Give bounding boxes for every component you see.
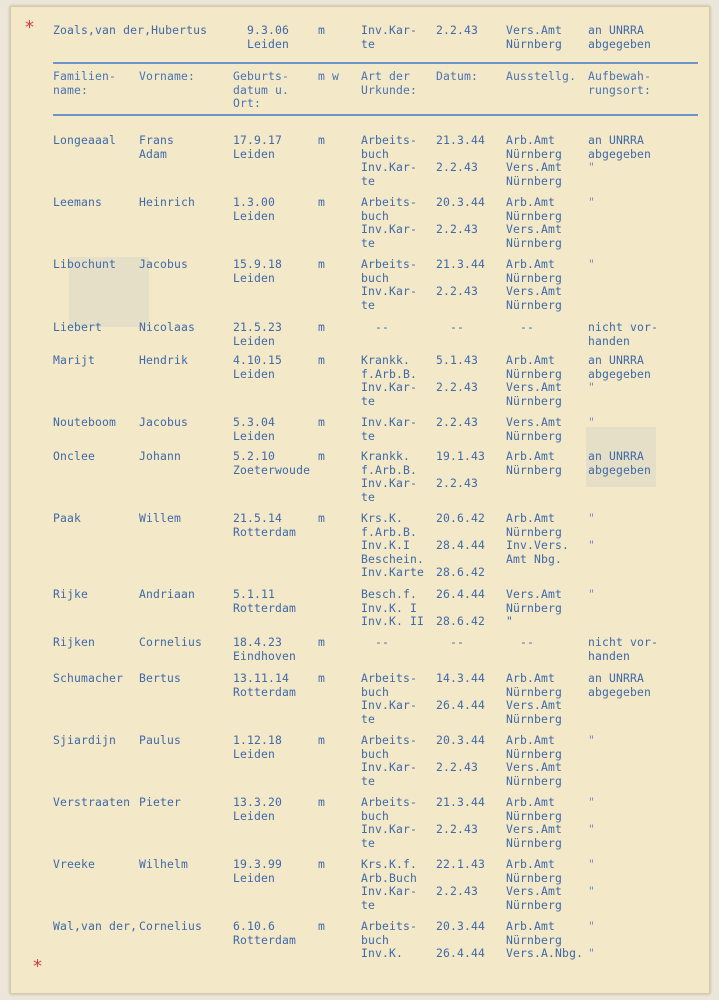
record-urkunde: Inv.Kar- <box>361 884 418 899</box>
record-geburt: 1.12.18 <box>233 733 283 747</box>
record-ausstellung: Nürnberg <box>506 393 563 408</box>
record-ausstellung: Nürnberg <box>506 932 563 947</box>
record-aufbewahrung: " <box>588 160 596 175</box>
record-ausstellung: Vers.Amt <box>506 380 563 395</box>
record-geburt: 21.5.14 <box>233 511 283 525</box>
record-urkunde: te <box>361 489 376 504</box>
record-ausstellung: Vers.Amt <box>506 760 563 775</box>
column-header-vorname: Vorname: <box>139 69 196 83</box>
record-urkunde: te <box>361 297 376 312</box>
record-datum: -- <box>436 320 465 334</box>
record-urkunde: Inv.Kar- <box>361 284 418 299</box>
record-urkunde: Inv.K. II <box>361 614 425 629</box>
record-aufbewahrung: " <box>588 857 596 871</box>
record-aufbewahrung: handen <box>588 648 631 663</box>
record-vorname: Pieter <box>139 795 182 809</box>
record-aufbewahrung: " <box>588 884 596 899</box>
top-entry-date: 2.2.43 <box>436 23 479 37</box>
record-urkunde: Inv.K. <box>361 946 404 961</box>
record-sex: m <box>318 919 326 933</box>
record-ausstellung: Nürnberg <box>506 684 563 699</box>
record-geburt: 19.3.99 <box>233 857 283 871</box>
record-aufbewahrung: nicht vor- <box>588 635 659 649</box>
top-entry-issuer-cont: Nürnberg <box>506 37 563 51</box>
record-urkunde: Arb.Buch <box>361 870 418 885</box>
record-urkunde: Arbeits- <box>361 133 418 147</box>
record-vorname: Andriaan <box>139 587 196 601</box>
column-header-geburt: Geburts- <box>233 69 290 83</box>
record-urkunde: Arbeits- <box>361 195 418 209</box>
record-sex: m <box>318 133 326 147</box>
record-geburt: Leiden <box>233 208 276 223</box>
column-header-familienname: Familien- <box>53 69 117 83</box>
record-urkunde: buch <box>361 932 390 947</box>
record-familienname: Nouteboom <box>53 415 117 429</box>
record-aufbewahrung: abgegeben <box>588 146 652 161</box>
record-geburt: Leiden <box>233 428 276 443</box>
record-aufbewahrung: an UNRRA <box>588 353 645 367</box>
record-geburt: Rotterdam <box>233 600 297 615</box>
record-geburt: Leiden <box>233 870 276 885</box>
record-ausstellung: Nürnberg <box>506 235 563 250</box>
record-ausstellung: Nürnberg <box>506 870 563 885</box>
record-sex: m <box>318 857 326 871</box>
record-urkunde: -- <box>361 320 390 334</box>
record-ausstellung: Vers.Amt <box>506 160 563 175</box>
record-geburt: Leiden <box>233 808 276 823</box>
record-sex: m <box>318 320 326 334</box>
record-datum: 28.4.44 <box>436 538 486 553</box>
column-header-familienname: name: <box>53 82 89 97</box>
record-ausstellung: Vers.Amt <box>506 822 563 837</box>
record-geburt: Rotterdam <box>233 932 297 947</box>
record-urkunde: Inv.K. I <box>361 600 418 615</box>
record-geburt: 5.1.11 <box>233 587 276 601</box>
record-urkunde: Inv.Kar- <box>361 698 418 713</box>
top-entry-issuer: Vers.Amt <box>506 23 563 37</box>
record-familienname: Longeaaal <box>53 133 117 147</box>
record-ausstellung: Nürnberg <box>506 208 563 223</box>
record-ausstellung: Nürnberg <box>506 297 563 312</box>
record-familienname: Paak <box>53 511 82 525</box>
record-sex: m <box>318 733 326 747</box>
record-datum: 21.3.44 <box>436 795 486 809</box>
record-familienname: Onclee <box>53 449 96 463</box>
record-datum: 21.3.44 <box>436 133 486 147</box>
column-header-geburt: Ort: <box>233 96 262 111</box>
record-urkunde: Inv.Karte <box>361 565 425 580</box>
record-urkunde: Inv.Kar- <box>361 380 418 395</box>
column-header-urkunde: Urkunde: <box>361 82 418 97</box>
column-header-aufbewahrung: rungsort: <box>588 82 652 97</box>
record-urkunde: te <box>361 173 376 188</box>
record-datum: 28.6.42 <box>436 565 486 580</box>
record-vorname: Jacobus <box>139 415 189 429</box>
record-familienname: Rijken <box>53 635 96 649</box>
record-vorname: Nicolaas <box>139 320 196 334</box>
record-vorname: Jacobus <box>139 257 189 271</box>
header-bottom-rule <box>53 114 698 116</box>
record-geburt: Leiden <box>233 146 276 161</box>
record-ausstellung: Vers.Amt <box>506 222 563 237</box>
record-ausstellung: Amt Nbg. <box>506 551 563 566</box>
column-header-aufbewahrung: Aufbewah- <box>588 69 652 83</box>
record-urkunde: Inv.Kar- <box>361 415 418 429</box>
record-urkunde: Besch.f. <box>361 587 418 601</box>
record-sex: m <box>318 195 326 209</box>
record-ausstellung: Vers.Amt <box>506 284 563 299</box>
record-aufbewahrung: " <box>588 415 596 429</box>
record-ausstellung: Arb.Amt <box>506 257 556 271</box>
record-datum: 2.2.43 <box>436 760 479 775</box>
record-urkunde: Inv.Kar- <box>361 222 418 237</box>
record-datum: 2.2.43 <box>436 476 479 491</box>
record-ausstellung: Vers.A.Nbg. <box>506 946 584 961</box>
record-ausstellung: Nürnberg <box>506 462 563 477</box>
record-datum: 20.6.42 <box>436 511 486 525</box>
record-geburt: Rotterdam <box>233 524 297 539</box>
record-familienname: Schumacher <box>53 671 124 685</box>
record-urkunde: Arbeits- <box>361 795 418 809</box>
record-aufbewahrung: " <box>588 795 596 809</box>
record-ausstellung: Arb.Amt <box>506 733 556 747</box>
record-urkunde: -- <box>361 635 390 649</box>
record-urkunde: f.Arb.B. <box>361 366 418 381</box>
record-datum: 19.1.43 <box>436 449 486 463</box>
record-ausstellung: Nürnberg <box>506 897 563 912</box>
record-aufbewahrung: " <box>588 822 596 837</box>
record-datum: 22.1.43 <box>436 857 486 871</box>
record-datum: 2.2.43 <box>436 884 479 899</box>
record-datum: 5.1.43 <box>436 353 479 367</box>
record-ausstellung: -- <box>506 635 535 649</box>
record-geburt: Leiden <box>233 333 276 348</box>
record-datum: 26.4.44 <box>436 698 486 713</box>
top-entry-storage-cont: abgegeben <box>588 37 652 51</box>
record-aufbewahrung: handen <box>588 333 631 348</box>
record-urkunde: f.Arb.B. <box>361 524 418 539</box>
record-vorname: Johann <box>139 449 182 463</box>
record-ausstellung: Nürnberg <box>506 146 563 161</box>
record-geburt: 15.9.18 <box>233 257 283 271</box>
top-entry-sex: m <box>318 23 326 37</box>
record-ausstellung: Vers.Amt <box>506 587 563 601</box>
top-entry-doc: Inv.Kar- <box>361 23 418 37</box>
record-geburt: Rotterdam <box>233 684 297 699</box>
record-sex: m <box>318 795 326 809</box>
record-urkunde: buch <box>361 808 390 823</box>
record-urkunde: te <box>361 711 376 726</box>
top-entry-doc-cont: te <box>361 37 376 51</box>
record-urkunde: Beschein. <box>361 551 425 566</box>
record-sex: m <box>318 353 326 367</box>
record-sex: m <box>318 257 326 271</box>
record-urkunde: Inv.Kar- <box>361 760 418 775</box>
record-urkunde: te <box>361 428 376 443</box>
record-vorname: Willem <box>139 511 182 525</box>
record-ausstellung: Arb.Amt <box>506 671 556 685</box>
record-geburt: 6.10.6 <box>233 919 276 933</box>
record-datum: 28.6.42 <box>436 614 486 629</box>
record-geburt: 5.2.10 <box>233 449 276 463</box>
column-header-sex: m w <box>318 69 340 83</box>
record-familienname: Verstraaten <box>53 795 131 809</box>
record-aufbewahrung: " <box>588 919 596 933</box>
record-geburt: Leiden <box>233 270 276 285</box>
record-geburt: 17.9.17 <box>233 133 283 147</box>
record-urkunde: Inv.Kar- <box>361 822 418 837</box>
record-familienname: Wal,van der, <box>53 919 138 933</box>
document-page <box>10 6 710 994</box>
record-urkunde: buch <box>361 270 390 285</box>
record-familienname: Sjiardijn <box>53 733 117 747</box>
record-ausstellung: Arb.Amt <box>506 449 556 463</box>
header-top-rule <box>53 62 698 64</box>
record-urkunde: Arbeits- <box>361 733 418 747</box>
record-urkunde: buch <box>361 684 390 699</box>
record-aufbewahrung: an UNRRA <box>588 671 645 685</box>
record-urkunde: te <box>361 235 376 250</box>
record-ausstellung: Vers.Amt <box>506 415 563 429</box>
record-sex: m <box>318 415 326 429</box>
record-ausstellung: Arb.Amt <box>506 857 556 871</box>
record-familienname: Marijt <box>53 353 96 367</box>
record-urkunde: buch <box>361 746 390 761</box>
record-urkunde: buch <box>361 146 390 161</box>
record-ausstellung: Arb.Amt <box>506 919 556 933</box>
record-datum: 2.2.43 <box>436 160 479 175</box>
record-urkunde: Arbeits- <box>361 671 418 685</box>
record-ausstellung: Nürnberg <box>506 600 563 615</box>
record-familienname: Vreeke <box>53 857 96 871</box>
record-aufbewahrung: " <box>588 587 596 601</box>
record-familienname: Liebert <box>53 320 103 334</box>
record-vorname: Wilhelm <box>139 857 189 871</box>
record-datum: 2.2.43 <box>436 222 479 237</box>
record-ausstellung: Nürnberg <box>506 835 563 850</box>
record-geburt: 5.3.04 <box>233 415 276 429</box>
column-header-datum: Datum: <box>436 69 479 83</box>
record-aufbewahrung: nicht vor- <box>588 320 659 334</box>
record-sex: m <box>318 671 326 685</box>
record-ausstellung: Nürnberg <box>506 270 563 285</box>
record-aufbewahrung: abgegeben <box>588 366 652 381</box>
record-vorname: Cornelius <box>139 919 203 933</box>
record-ausstellung: Nürnberg <box>506 773 563 788</box>
record-geburt: 21.5.23 <box>233 320 283 334</box>
record-geburt: 18.4.23 <box>233 635 283 649</box>
record-vorname: Frans <box>139 133 175 147</box>
column-header-geburt: datum u. <box>233 82 290 97</box>
record-ausstellung: -- <box>506 320 535 334</box>
record-ausstellung: Nürnberg <box>506 173 563 188</box>
red-star-mark-bottom: * <box>33 956 42 977</box>
record-datum: 26.4.44 <box>436 946 486 961</box>
record-datum: 20.3.44 <box>436 733 486 747</box>
record-geburt: 13.3.20 <box>233 795 283 809</box>
record-ausstellung: Arb.Amt <box>506 133 556 147</box>
record-geburt: 13.11.14 <box>233 671 290 685</box>
record-aufbewahrung: " <box>588 511 596 525</box>
record-urkunde: buch <box>361 208 390 223</box>
record-datum: 2.2.43 <box>436 822 479 837</box>
record-aufbewahrung: abgegeben <box>588 462 652 477</box>
record-ausstellung: Nürnberg <box>506 711 563 726</box>
record-datum: 2.2.43 <box>436 415 479 429</box>
record-vorname: Heinrich <box>139 195 196 209</box>
record-urkunde: Krs.K. <box>361 511 404 525</box>
record-datum: 2.2.43 <box>436 380 479 395</box>
record-urkunde: Krankk. <box>361 449 411 463</box>
top-entry-name: Zoals,van der,Hubertus <box>53 23 208 37</box>
record-ausstellung: Arb.Amt <box>506 795 556 809</box>
record-urkunde: Krs.K.f. <box>361 857 418 871</box>
record-aufbewahrung: " <box>588 538 596 553</box>
record-datum: 26.4.44 <box>436 587 486 601</box>
record-geburt: 1.3.00 <box>233 195 276 209</box>
record-familienname: Libochunt <box>53 257 117 271</box>
record-ausstellung: Nürnberg <box>506 746 563 761</box>
record-sex: m <box>318 635 326 649</box>
record-aufbewahrung: " <box>588 257 596 271</box>
record-urkunde: te <box>361 897 376 912</box>
record-geburt: Zoeterwoude <box>233 462 311 477</box>
record-urkunde: Inv.K.I <box>361 538 411 553</box>
record-ausstellung: Arb.Amt <box>506 511 556 525</box>
record-ausstellung: Arb.Amt <box>506 195 556 209</box>
column-header-urkunde: Art der <box>361 69 411 83</box>
record-ausstellung: Arb.Amt <box>506 353 556 367</box>
record-urkunde: Arbeits- <box>361 919 418 933</box>
record-ausstellung: Nürnberg <box>506 428 563 443</box>
record-urkunde: Inv.Kar- <box>361 476 418 491</box>
record-urkunde: te <box>361 393 376 408</box>
record-geburt: Leiden <box>233 366 276 381</box>
record-urkunde: Arbeits- <box>361 257 418 271</box>
record-datum: 20.3.44 <box>436 919 486 933</box>
record-vorname: Cornelius <box>139 635 203 649</box>
record-aufbewahrung: " <box>588 946 596 961</box>
record-aufbewahrung: abgegeben <box>588 684 652 699</box>
record-datum: 2.2.43 <box>436 284 479 299</box>
record-aufbewahrung: an UNRRA <box>588 133 645 147</box>
record-ausstellung: " <box>506 614 514 629</box>
top-entry-dob: 9.3.06 <box>247 23 290 37</box>
record-aufbewahrung: " <box>588 733 596 747</box>
record-urkunde: f.Arb.B. <box>361 462 418 477</box>
record-familienname: Leemans <box>53 195 103 209</box>
record-vorname: Adam <box>139 146 168 161</box>
top-entry-storage: an UNRRA <box>588 23 645 37</box>
record-vorname: Hendrik <box>139 353 189 367</box>
record-urkunde: te <box>361 835 376 850</box>
record-geburt: Leiden <box>233 746 276 761</box>
record-vorname: Bertus <box>139 671 182 685</box>
record-urkunde: te <box>361 773 376 788</box>
record-sex: m <box>318 449 326 463</box>
record-ausstellung: Nürnberg <box>506 366 563 381</box>
record-ausstellung: Nürnberg <box>506 524 563 539</box>
record-geburt: Eindhoven <box>233 648 297 663</box>
record-ausstellung: Vers.Amt <box>506 698 563 713</box>
record-ausstellung: Inv.Vers. <box>506 538 570 553</box>
record-datum: 21.3.44 <box>436 257 486 271</box>
record-urkunde: Krankk. <box>361 353 411 367</box>
record-datum: 20.3.44 <box>436 195 486 209</box>
record-sex: m <box>318 511 326 525</box>
record-datum: -- <box>436 635 465 649</box>
record-familienname: Rijke <box>53 587 89 601</box>
record-ausstellung: Nürnberg <box>506 808 563 823</box>
record-vorname: Paulus <box>139 733 182 747</box>
record-urkunde: Inv.Kar- <box>361 160 418 175</box>
record-aufbewahrung: " <box>588 195 596 209</box>
record-datum: 14.3.44 <box>436 671 486 685</box>
top-entry-place: Leiden <box>247 37 290 51</box>
record-ausstellung: Vers.Amt <box>506 884 563 899</box>
red-star-mark-top: * <box>25 17 34 38</box>
record-aufbewahrung: " <box>588 380 596 395</box>
record-geburt: 4.10.15 <box>233 353 283 367</box>
column-header-ausstellg: Ausstellg. <box>506 69 577 83</box>
record-aufbewahrung: an UNRRA <box>588 449 645 463</box>
